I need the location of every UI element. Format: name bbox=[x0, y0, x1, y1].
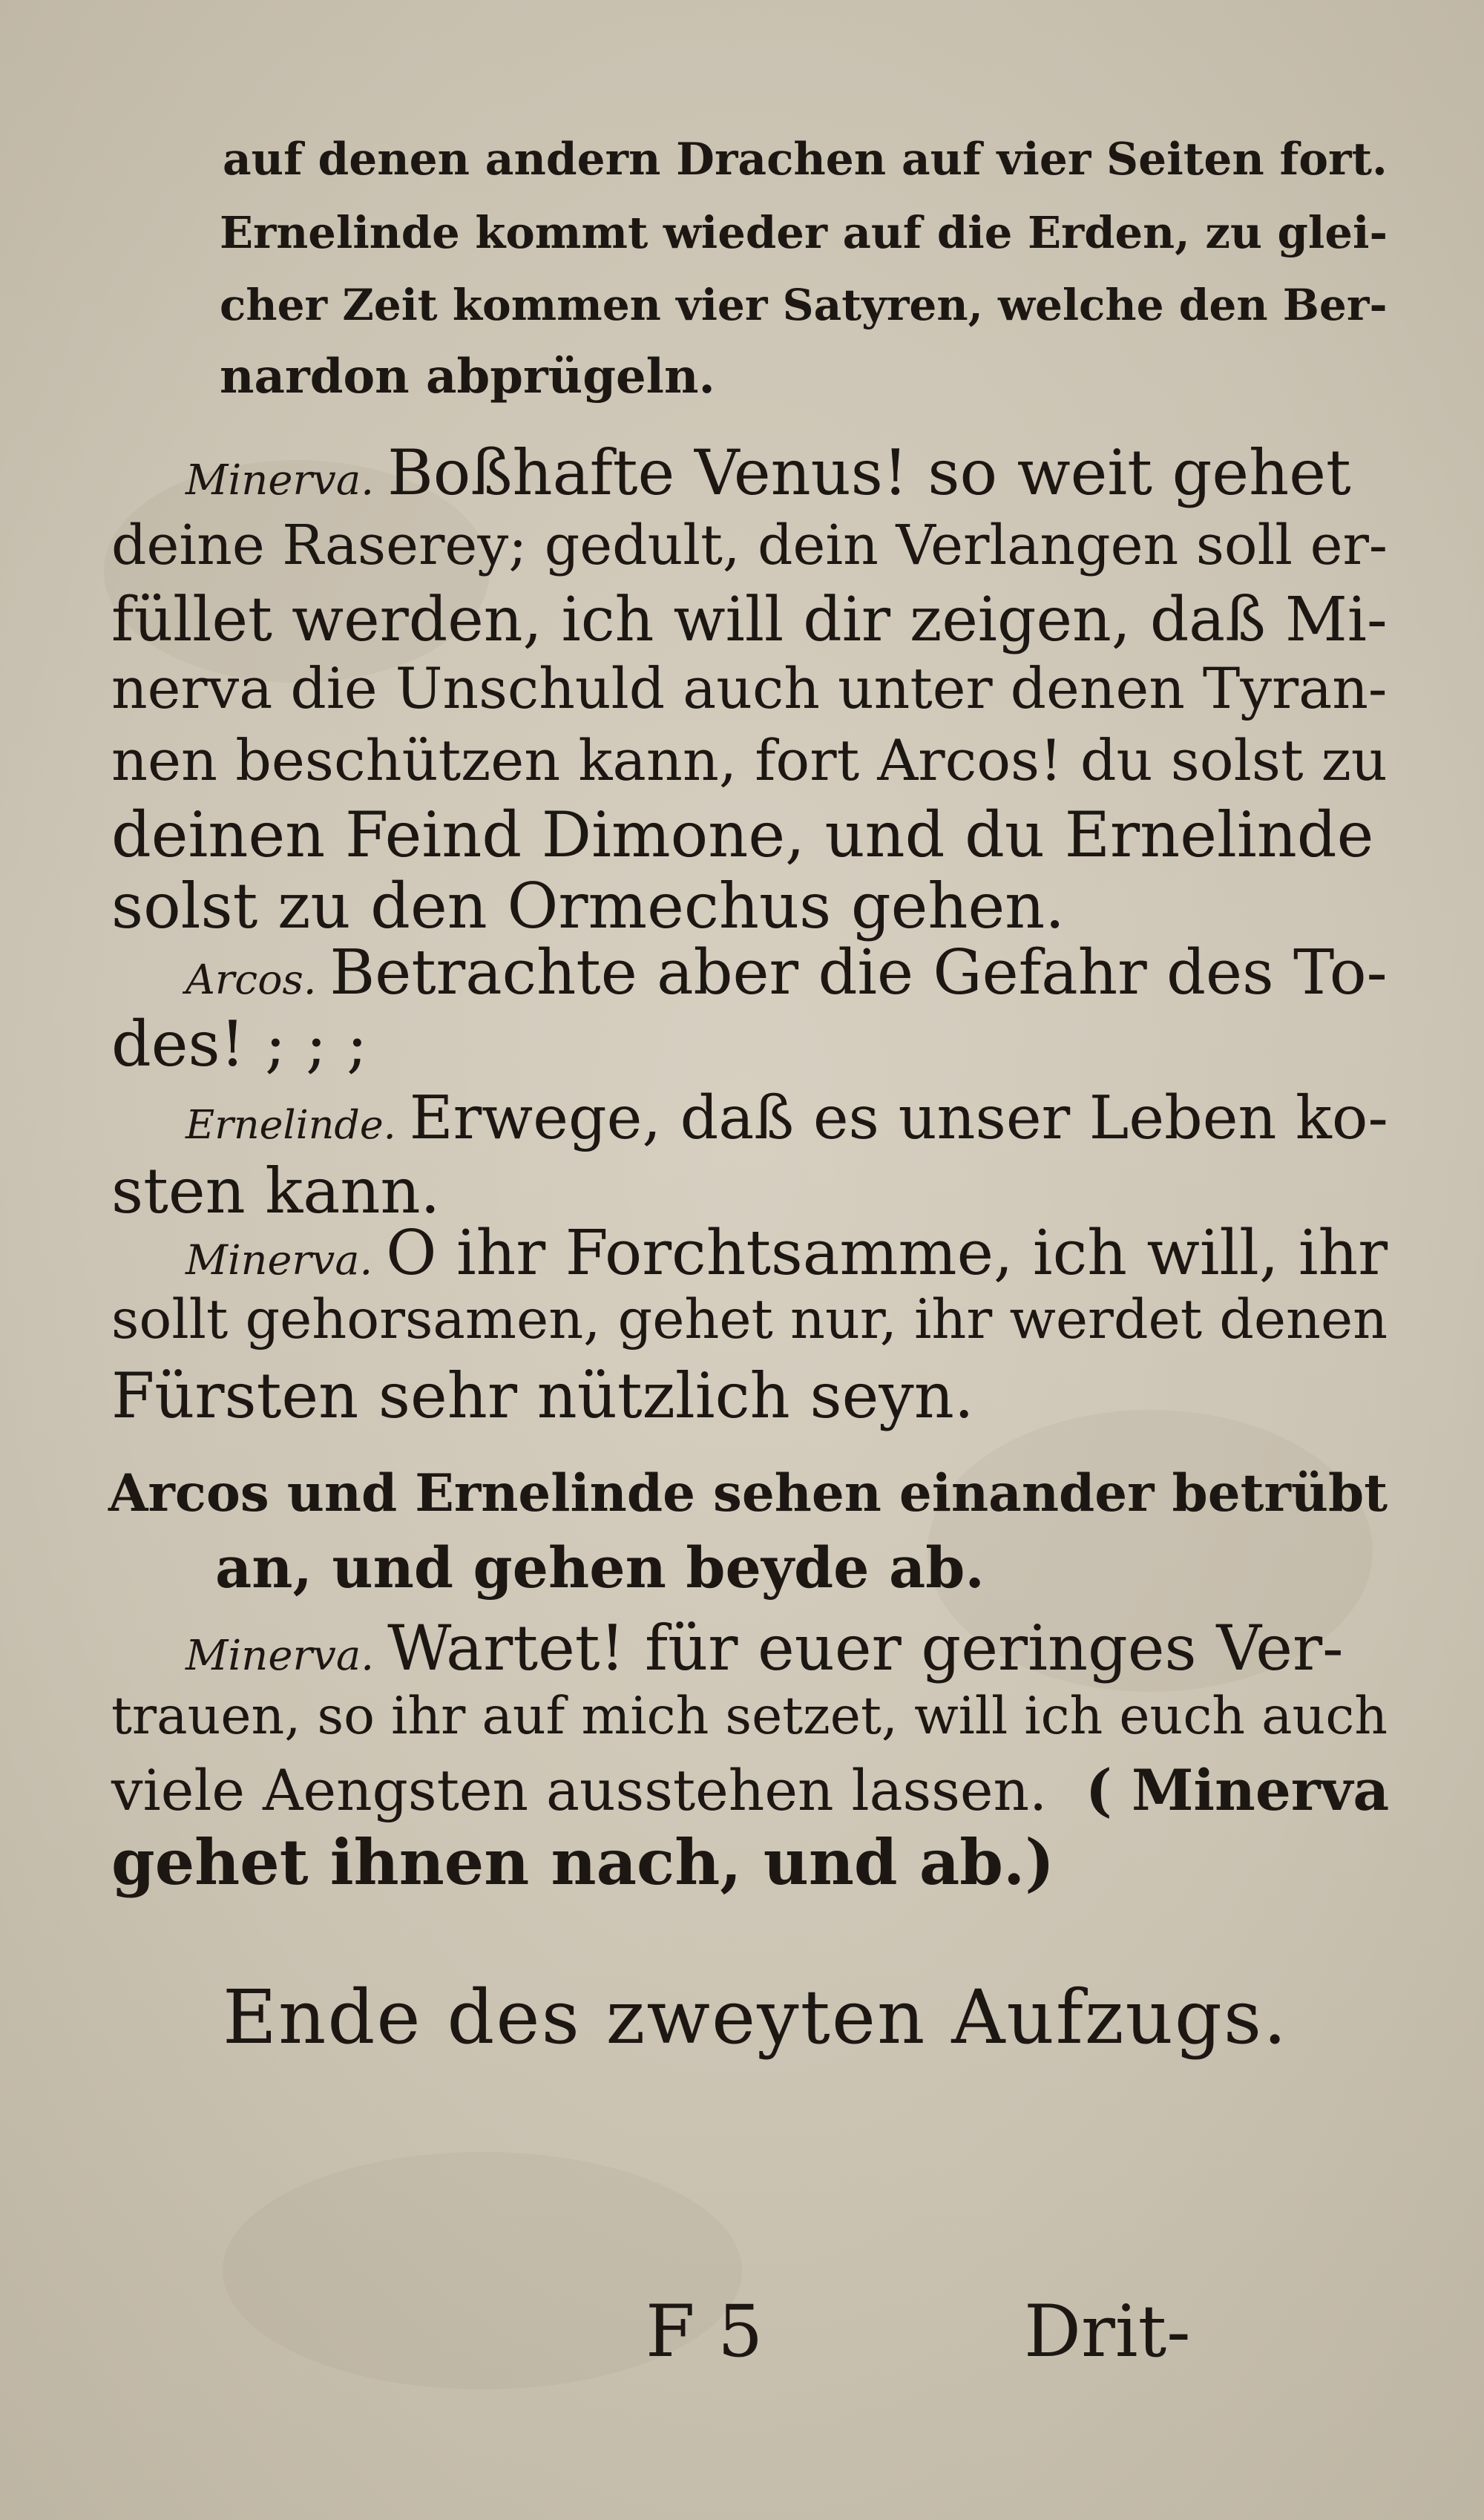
speech-line bbox=[111, 1757, 1389, 1823]
stage-direction-line: Arcos und Ernelinde sehen einander betrübt bbox=[108, 1463, 1388, 1523]
speaker-label: Minerva. bbox=[186, 1632, 375, 1680]
signature-mark: F 5 bbox=[646, 2290, 764, 2373]
speech-line: deine Raserey; gedult, dein Verlangen soll er- bbox=[111, 513, 1388, 577]
stage-direction-line: nardon abprügeln. bbox=[220, 349, 715, 404]
speaker-label: Minerva. bbox=[186, 456, 375, 505]
inline-stage-direction: ( Minerva bbox=[1086, 1757, 1390, 1823]
speech-first-line bbox=[186, 936, 1388, 1008]
speaker-label: Arcos. bbox=[186, 957, 317, 1004]
stage-direction-line: cher Zeit kommen vier Satyren, welche den Ber- bbox=[220, 279, 1388, 330]
speech-line: nen beschützen kann, fort Arcos! du solst zu bbox=[111, 727, 1388, 793]
speech-text: Betrachte aber die Gefahr des To- bbox=[329, 936, 1388, 1008]
speech-line: sten kann. bbox=[111, 1155, 441, 1227]
speech-text: Boßhafte Venus! so weit gehet bbox=[387, 436, 1351, 509]
stage-direction-line: auf denen andern Drachen auf vier Seiten fort. bbox=[223, 134, 1388, 186]
speech-line: solst zu den Ormechus gehen. bbox=[111, 870, 1065, 942]
speaker-label: Ernelinde. bbox=[186, 1101, 396, 1148]
speech-first-line bbox=[186, 1217, 1388, 1289]
speaker-label: Minerva. bbox=[186, 1236, 373, 1284]
stage-direction-line: an, und gehen beyde ab. bbox=[215, 1535, 985, 1601]
speech-line: trauen, so ihr auf mich setzet, will ich euch auch bbox=[111, 1686, 1388, 1746]
speech-line: des! ; ; ; bbox=[111, 1008, 368, 1080]
speech-line: füllet werden, ich will dir zeigen, daß Mi- bbox=[111, 585, 1388, 655]
act-end-heading: Ende des zweyten Aufzugs. bbox=[223, 1974, 1289, 2061]
speech-text: Wartet! für euer geringes Ver- bbox=[387, 1612, 1344, 1684]
speech-text: Erwege, daß es unser Leben ko- bbox=[409, 1083, 1388, 1153]
speech-line: Fürsten sehr nützlich seyn. bbox=[111, 1359, 974, 1432]
speech-first-line bbox=[186, 1083, 1388, 1153]
stage-direction-line: Ernelinde kommt wieder auf die Erden, zu glei- bbox=[220, 206, 1388, 258]
speech-line: deinen Feind Dimone, und du Ernelinde bbox=[111, 798, 1374, 871]
speech-text: viele Aengsten ausstehen lassen. bbox=[111, 1758, 1048, 1823]
inline-stage-direction: gehet ihnen nach, und ab.) bbox=[111, 1825, 1055, 1899]
catchword: Drit- bbox=[1024, 2290, 1191, 2373]
speech-first-line bbox=[186, 436, 1351, 509]
speech-text: O ihr Forchtsamme, ich will, ihr bbox=[386, 1217, 1388, 1289]
speech-first-line bbox=[186, 1612, 1344, 1684]
speech-line: nerva die Unschuld auch unter denen Tyran- bbox=[111, 656, 1388, 721]
speech-line: sollt gehorsamen, gehet nur, ihr werdet denen bbox=[111, 1288, 1388, 1351]
